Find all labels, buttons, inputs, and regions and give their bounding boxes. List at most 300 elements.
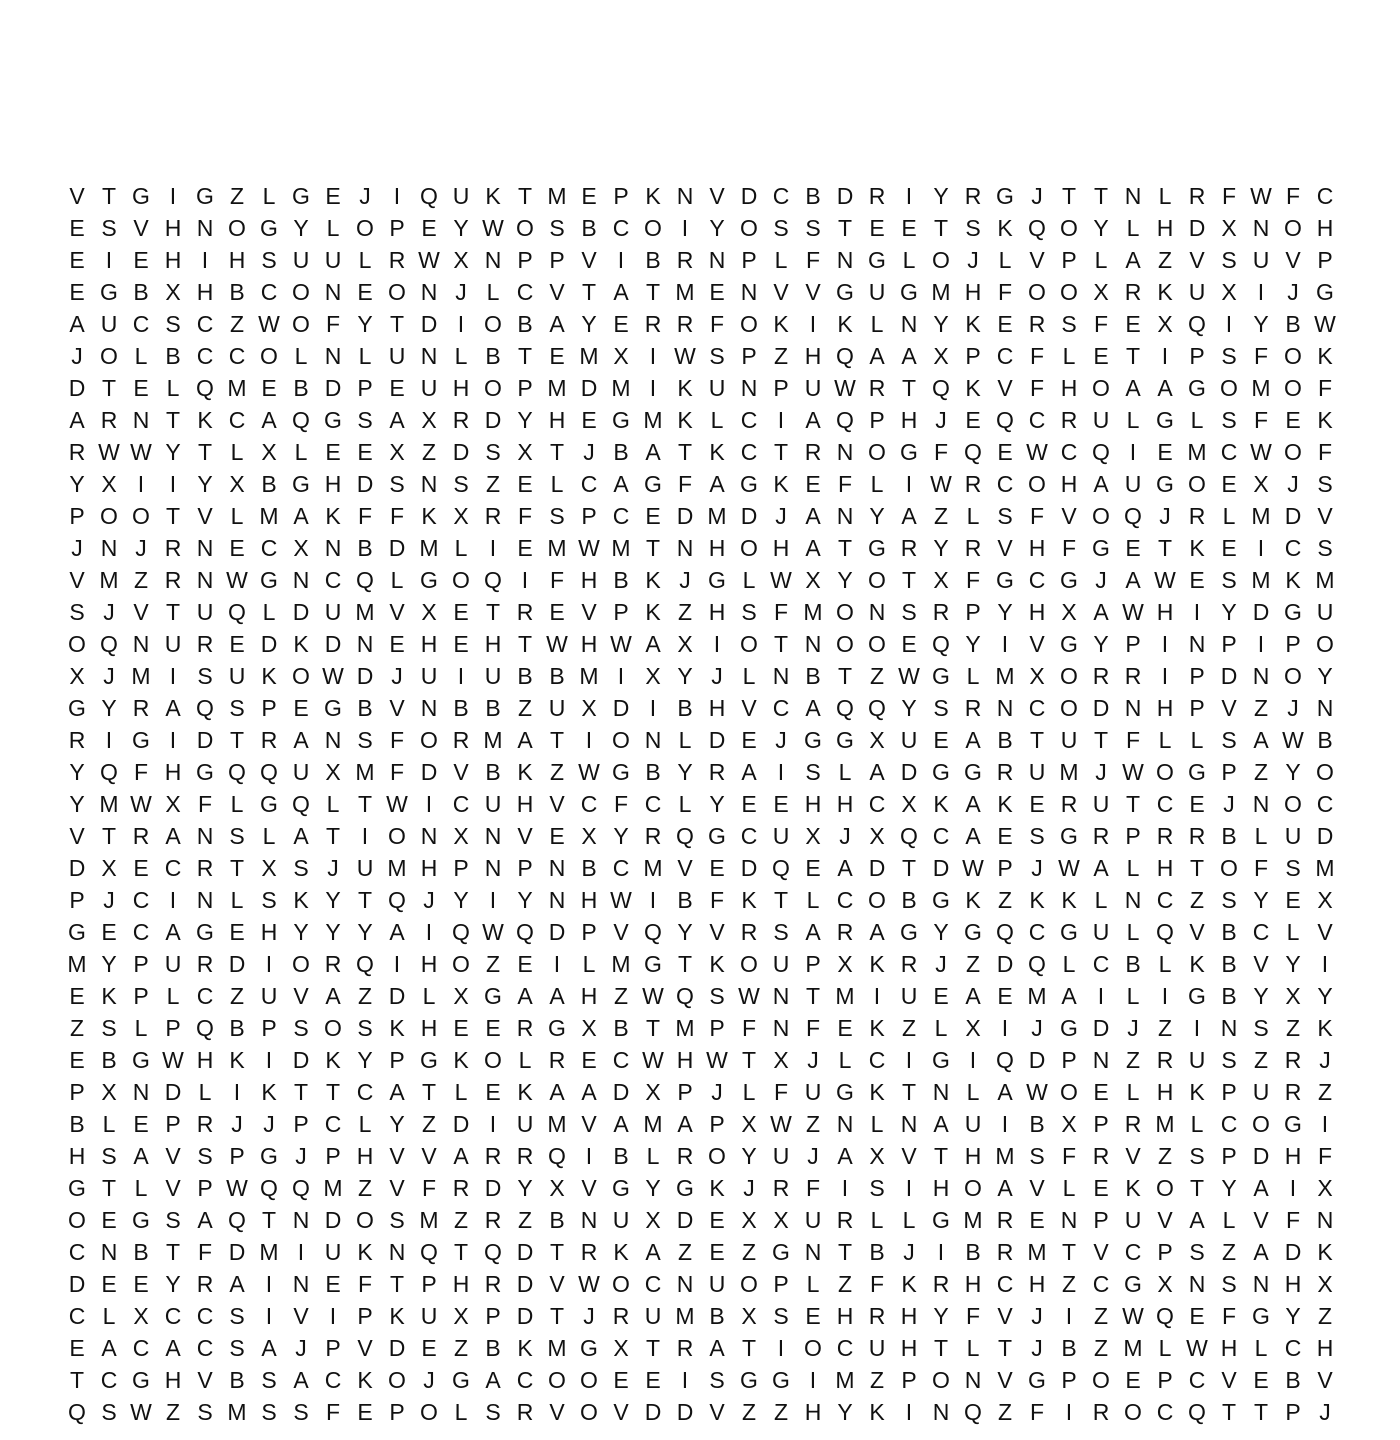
- grid-letter[interactable]: F: [325, 1399, 341, 1425]
- grid-letter[interactable]: T: [1061, 183, 1077, 209]
- grid-letter[interactable]: T: [901, 375, 917, 401]
- grid-letter[interactable]: Q: [100, 759, 118, 785]
- grid-letter[interactable]: L: [902, 247, 916, 273]
- grid-letter[interactable]: Y: [517, 887, 533, 913]
- grid-letter[interactable]: P: [165, 1015, 181, 1041]
- grid-letter[interactable]: P: [709, 1111, 725, 1137]
- grid-letter[interactable]: Y: [453, 887, 469, 913]
- grid-letter[interactable]: Q: [644, 919, 662, 945]
- grid-letter[interactable]: M: [547, 1335, 567, 1361]
- grid-letter[interactable]: A: [165, 823, 181, 849]
- grid-letter[interactable]: X: [101, 1079, 117, 1105]
- grid-letter[interactable]: B: [1221, 919, 1237, 945]
- grid-letter[interactable]: O: [356, 1207, 374, 1233]
- grid-letter[interactable]: A: [805, 535, 821, 561]
- grid-letter[interactable]: L: [870, 471, 884, 497]
- grid-letter[interactable]: I: [1257, 535, 1265, 561]
- grid-letter[interactable]: A: [1253, 1175, 1269, 1201]
- grid-letter[interactable]: Q: [100, 631, 118, 657]
- grid-letter[interactable]: Y: [101, 695, 117, 721]
- grid-letter[interactable]: U: [292, 759, 310, 785]
- grid-letter[interactable]: A: [165, 695, 181, 721]
- grid-letter[interactable]: A: [677, 1111, 693, 1137]
- grid-letter[interactable]: N: [292, 567, 310, 593]
- grid-letter[interactable]: M: [995, 1143, 1015, 1169]
- grid-letter[interactable]: K: [517, 1079, 533, 1105]
- grid-letter[interactable]: M: [547, 1111, 567, 1137]
- grid-letter[interactable]: X: [549, 1175, 565, 1201]
- grid-letter[interactable]: B: [229, 1367, 245, 1393]
- grid-letter[interactable]: X: [261, 439, 277, 465]
- grid-letter[interactable]: Z: [421, 1111, 437, 1137]
- grid-letter[interactable]: S: [1221, 727, 1237, 753]
- grid-letter[interactable]: C: [1316, 791, 1334, 817]
- grid-letter[interactable]: U: [1092, 791, 1110, 817]
- grid-letter[interactable]: L: [454, 343, 468, 369]
- grid-letter[interactable]: T: [1157, 535, 1173, 561]
- grid-letter[interactable]: I: [457, 663, 465, 689]
- grid-letter[interactable]: N: [836, 439, 854, 465]
- grid-letter[interactable]: N: [324, 343, 342, 369]
- grid-letter[interactable]: T: [101, 183, 117, 209]
- grid-letter[interactable]: R: [676, 311, 694, 337]
- grid-letter[interactable]: C: [132, 919, 150, 945]
- grid-letter[interactable]: I: [265, 951, 273, 977]
- grid-letter[interactable]: Q: [228, 759, 246, 785]
- grid-letter[interactable]: K: [1189, 1079, 1205, 1105]
- grid-letter[interactable]: R: [868, 183, 886, 209]
- grid-letter[interactable]: M: [1251, 503, 1271, 529]
- grid-letter[interactable]: H: [772, 535, 790, 561]
- grid-letter[interactable]: S: [261, 1367, 277, 1393]
- grid-letter[interactable]: N: [1316, 695, 1334, 721]
- grid-letter[interactable]: A: [1253, 1239, 1269, 1265]
- grid-letter[interactable]: E: [549, 343, 565, 369]
- grid-letter[interactable]: R: [964, 183, 982, 209]
- grid-letter[interactable]: Y: [645, 1175, 661, 1201]
- grid-letter[interactable]: X: [805, 823, 821, 849]
- grid-letter[interactable]: Z: [869, 663, 885, 689]
- grid-letter[interactable]: U: [324, 247, 342, 273]
- grid-letter[interactable]: X: [1317, 1175, 1333, 1201]
- grid-letter[interactable]: O: [1092, 503, 1110, 529]
- grid-letter[interactable]: R: [196, 1271, 214, 1297]
- grid-letter[interactable]: L: [1062, 951, 1076, 977]
- grid-letter[interactable]: J: [935, 407, 947, 433]
- grid-letter[interactable]: Y: [677, 759, 693, 785]
- grid-letter[interactable]: A: [709, 1335, 725, 1361]
- grid-letter[interactable]: F: [965, 567, 981, 593]
- grid-letter[interactable]: Z: [869, 1367, 885, 1393]
- grid-letter[interactable]: V: [581, 247, 597, 273]
- grid-letter[interactable]: R: [996, 759, 1014, 785]
- grid-letter[interactable]: U: [196, 599, 214, 625]
- grid-letter[interactable]: Q: [292, 1175, 310, 1201]
- grid-letter[interactable]: U: [644, 1303, 662, 1329]
- grid-letter[interactable]: X: [261, 855, 277, 881]
- grid-letter[interactable]: T: [1093, 183, 1109, 209]
- grid-letter[interactable]: S: [965, 215, 981, 241]
- grid-letter[interactable]: E: [581, 183, 597, 209]
- grid-letter[interactable]: S: [805, 759, 821, 785]
- grid-letter[interactable]: D: [516, 1303, 534, 1329]
- grid-letter[interactable]: H: [1060, 375, 1078, 401]
- grid-letter[interactable]: T: [933, 1335, 949, 1361]
- grid-letter[interactable]: I: [329, 1303, 337, 1329]
- grid-letter[interactable]: S: [1221, 1047, 1237, 1073]
- grid-letter[interactable]: L: [326, 791, 340, 817]
- grid-letter[interactable]: G: [900, 919, 918, 945]
- grid-letter[interactable]: M: [547, 535, 567, 561]
- grid-letter[interactable]: B: [1061, 1335, 1077, 1361]
- grid-letter[interactable]: G: [964, 759, 982, 785]
- grid-letter[interactable]: P: [1317, 247, 1333, 273]
- grid-letter[interactable]: E: [453, 599, 469, 625]
- grid-letter[interactable]: D: [1092, 1015, 1110, 1041]
- grid-letter[interactable]: H: [1284, 1143, 1302, 1169]
- grid-letter[interactable]: A: [741, 759, 757, 785]
- grid-letter[interactable]: N: [740, 279, 758, 305]
- grid-letter[interactable]: O: [836, 599, 854, 625]
- grid-letter[interactable]: R: [836, 919, 854, 945]
- grid-letter[interactable]: B: [101, 1047, 117, 1073]
- grid-letter[interactable]: I: [169, 727, 177, 753]
- grid-letter[interactable]: O: [612, 1271, 630, 1297]
- grid-letter[interactable]: G: [1188, 759, 1206, 785]
- grid-letter[interactable]: H: [420, 1015, 438, 1041]
- grid-letter[interactable]: C: [324, 1111, 342, 1137]
- grid-letter[interactable]: F: [837, 471, 853, 497]
- grid-letter[interactable]: D: [580, 375, 598, 401]
- grid-letter[interactable]: O: [708, 1143, 726, 1169]
- grid-letter[interactable]: T: [261, 1207, 277, 1233]
- grid-letter[interactable]: S: [101, 1399, 117, 1425]
- grid-letter[interactable]: T: [901, 855, 917, 881]
- grid-letter[interactable]: L: [838, 759, 852, 785]
- grid-letter[interactable]: B: [69, 1111, 85, 1137]
- grid-letter[interactable]: E: [69, 247, 85, 273]
- grid-letter[interactable]: R: [644, 311, 662, 337]
- grid-letter[interactable]: S: [261, 1399, 277, 1425]
- grid-letter[interactable]: U: [1188, 279, 1206, 305]
- grid-letter[interactable]: D: [484, 407, 502, 433]
- grid-letter[interactable]: Y: [933, 183, 949, 209]
- grid-letter[interactable]: G: [900, 439, 918, 465]
- grid-letter[interactable]: T: [1189, 1175, 1205, 1201]
- grid-letter[interactable]: K: [645, 599, 661, 625]
- grid-letter[interactable]: H: [452, 1271, 470, 1297]
- grid-letter[interactable]: P: [613, 599, 629, 625]
- grid-letter[interactable]: O: [964, 1175, 982, 1201]
- grid-letter[interactable]: Z: [1093, 1335, 1109, 1361]
- grid-letter[interactable]: Q: [260, 1175, 278, 1201]
- grid-letter[interactable]: I: [265, 1271, 273, 1297]
- grid-letter[interactable]: F: [677, 471, 693, 497]
- grid-letter[interactable]: V: [1285, 247, 1301, 273]
- grid-letter[interactable]: K: [869, 1015, 885, 1041]
- grid-letter[interactable]: D: [516, 1271, 534, 1297]
- grid-letter[interactable]: G: [324, 407, 342, 433]
- grid-letter[interactable]: S: [69, 599, 85, 625]
- grid-letter[interactable]: J: [1287, 695, 1299, 721]
- grid-letter[interactable]: F: [549, 567, 565, 593]
- grid-letter[interactable]: T: [549, 727, 565, 753]
- grid-letter[interactable]: V: [549, 1399, 565, 1425]
- grid-letter[interactable]: S: [1285, 855, 1301, 881]
- grid-letter[interactable]: J: [1319, 1399, 1331, 1425]
- grid-letter[interactable]: L: [486, 279, 500, 305]
- grid-letter[interactable]: O: [1060, 279, 1078, 305]
- grid-letter[interactable]: C: [1220, 1111, 1238, 1137]
- grid-letter[interactable]: U: [1092, 407, 1110, 433]
- grid-letter[interactable]: X: [933, 567, 949, 593]
- grid-letter[interactable]: U: [1124, 1207, 1142, 1233]
- grid-letter[interactable]: I: [617, 663, 625, 689]
- grid-letter[interactable]: I: [137, 471, 145, 497]
- grid-letter[interactable]: K: [1285, 567, 1301, 593]
- grid-letter[interactable]: K: [1317, 407, 1333, 433]
- grid-letter[interactable]: K: [389, 1303, 405, 1329]
- grid-letter[interactable]: L: [1062, 1175, 1076, 1201]
- grid-letter[interactable]: N: [1220, 1015, 1238, 1041]
- grid-letter[interactable]: I: [169, 663, 177, 689]
- grid-letter[interactable]: O: [484, 1047, 502, 1073]
- grid-letter[interactable]: G: [1252, 1303, 1270, 1329]
- grid-letter[interactable]: O: [516, 215, 534, 241]
- grid-letter[interactable]: Q: [1028, 215, 1046, 241]
- grid-letter[interactable]: O: [292, 951, 310, 977]
- grid-letter[interactable]: R: [644, 823, 662, 849]
- grid-letter[interactable]: G: [836, 727, 854, 753]
- grid-letter[interactable]: A: [645, 631, 661, 657]
- grid-letter[interactable]: W: [770, 1111, 792, 1137]
- grid-letter[interactable]: C: [996, 343, 1014, 369]
- grid-letter[interactable]: W: [1282, 727, 1304, 753]
- grid-letter[interactable]: Z: [1093, 1303, 1109, 1329]
- grid-letter[interactable]: P: [1093, 1111, 1109, 1137]
- grid-letter[interactable]: X: [1285, 983, 1301, 1009]
- grid-letter[interactable]: G: [1060, 919, 1078, 945]
- grid-letter[interactable]: K: [869, 1399, 885, 1425]
- grid-letter[interactable]: D: [548, 919, 566, 945]
- grid-letter[interactable]: L: [1094, 247, 1108, 273]
- grid-letter[interactable]: H: [1316, 1335, 1334, 1361]
- grid-letter[interactable]: E: [517, 471, 533, 497]
- grid-letter[interactable]: C: [132, 887, 150, 913]
- grid-letter[interactable]: K: [517, 1335, 533, 1361]
- grid-letter[interactable]: I: [969, 1047, 977, 1073]
- grid-letter[interactable]: N: [132, 1079, 150, 1105]
- grid-letter[interactable]: J: [743, 1175, 755, 1201]
- grid-letter[interactable]: P: [965, 343, 981, 369]
- grid-letter[interactable]: L: [1254, 1335, 1268, 1361]
- grid-letter[interactable]: S: [229, 695, 245, 721]
- grid-letter[interactable]: L: [1222, 1207, 1236, 1233]
- grid-letter[interactable]: C: [68, 1303, 86, 1329]
- grid-letter[interactable]: Y: [165, 439, 181, 465]
- grid-letter[interactable]: P: [901, 1367, 917, 1393]
- grid-letter[interactable]: M: [675, 279, 695, 305]
- grid-letter[interactable]: K: [869, 1079, 885, 1105]
- grid-letter[interactable]: C: [1028, 919, 1046, 945]
- grid-letter[interactable]: V: [517, 823, 533, 849]
- grid-letter[interactable]: Q: [196, 695, 214, 721]
- grid-letter[interactable]: V: [1221, 695, 1237, 721]
- grid-letter[interactable]: T: [773, 439, 789, 465]
- grid-letter[interactable]: P: [1285, 631, 1301, 657]
- grid-letter[interactable]: N: [1252, 1271, 1270, 1297]
- grid-letter[interactable]: B: [1317, 727, 1333, 753]
- grid-letter[interactable]: Z: [1317, 1303, 1333, 1329]
- grid-letter[interactable]: V: [1157, 1207, 1173, 1233]
- grid-letter[interactable]: Q: [1124, 503, 1142, 529]
- grid-letter[interactable]: K: [357, 1367, 373, 1393]
- grid-letter[interactable]: I: [361, 823, 369, 849]
- grid-letter[interactable]: A: [965, 823, 981, 849]
- grid-letter[interactable]: P: [869, 407, 885, 433]
- grid-letter[interactable]: C: [228, 407, 246, 433]
- grid-letter[interactable]: O: [452, 567, 470, 593]
- grid-letter[interactable]: G: [612, 1175, 630, 1201]
- grid-letter[interactable]: D: [740, 855, 758, 881]
- grid-letter[interactable]: X: [965, 1015, 981, 1041]
- grid-letter[interactable]: G: [484, 983, 502, 1009]
- grid-letter[interactable]: C: [324, 567, 342, 593]
- grid-letter[interactable]: X: [325, 759, 341, 785]
- grid-letter[interactable]: T: [165, 599, 181, 625]
- grid-letter[interactable]: X: [805, 567, 821, 593]
- grid-letter[interactable]: C: [644, 791, 662, 817]
- grid-letter[interactable]: H: [1060, 471, 1078, 497]
- grid-letter[interactable]: M: [835, 983, 855, 1009]
- grid-letter[interactable]: V: [1253, 951, 1269, 977]
- grid-letter[interactable]: A: [965, 983, 981, 1009]
- grid-letter[interactable]: F: [357, 503, 373, 529]
- grid-letter[interactable]: L: [390, 567, 404, 593]
- grid-letter[interactable]: Z: [1285, 1015, 1301, 1041]
- grid-letter[interactable]: B: [677, 695, 693, 721]
- grid-letter[interactable]: M: [1251, 567, 1271, 593]
- grid-letter[interactable]: G: [580, 1335, 598, 1361]
- grid-letter[interactable]: E: [69, 1047, 85, 1073]
- grid-letter[interactable]: Q: [1188, 311, 1206, 337]
- grid-letter[interactable]: D: [740, 183, 758, 209]
- grid-letter[interactable]: O: [1124, 1399, 1142, 1425]
- grid-letter[interactable]: X: [453, 247, 469, 273]
- grid-letter[interactable]: S: [549, 503, 565, 529]
- grid-letter[interactable]: C: [1092, 1271, 1110, 1297]
- grid-letter[interactable]: J: [103, 663, 115, 689]
- grid-letter[interactable]: G: [932, 887, 950, 913]
- grid-letter[interactable]: Y: [325, 887, 341, 913]
- grid-letter[interactable]: D: [1316, 823, 1334, 849]
- grid-letter[interactable]: N: [932, 1079, 950, 1105]
- grid-letter[interactable]: O: [260, 343, 278, 369]
- grid-letter[interactable]: O: [68, 1207, 86, 1233]
- grid-letter[interactable]: T: [229, 855, 245, 881]
- grid-letter[interactable]: Q: [836, 343, 854, 369]
- grid-letter[interactable]: A: [389, 1079, 405, 1105]
- grid-letter[interactable]: U: [804, 1079, 822, 1105]
- grid-letter[interactable]: S: [997, 503, 1013, 529]
- grid-letter[interactable]: M: [355, 599, 375, 625]
- grid-letter[interactable]: E: [1189, 791, 1205, 817]
- grid-letter[interactable]: Q: [196, 1015, 214, 1041]
- grid-letter[interactable]: O: [548, 1367, 566, 1393]
- grid-letter[interactable]: L: [102, 1111, 116, 1137]
- grid-letter[interactable]: S: [453, 471, 469, 497]
- grid-letter[interactable]: X: [1029, 663, 1045, 689]
- grid-letter[interactable]: V: [453, 759, 469, 785]
- grid-letter[interactable]: T: [293, 1079, 309, 1105]
- grid-letter[interactable]: Y: [357, 311, 373, 337]
- grid-letter[interactable]: O: [324, 1015, 342, 1041]
- grid-letter[interactable]: S: [229, 1335, 245, 1361]
- grid-letter[interactable]: G: [1156, 471, 1174, 497]
- grid-letter[interactable]: V: [997, 1303, 1013, 1329]
- grid-letter[interactable]: Q: [452, 919, 470, 945]
- grid-letter[interactable]: V: [773, 279, 789, 305]
- grid-letter[interactable]: S: [293, 1015, 309, 1041]
- grid-letter[interactable]: U: [1028, 759, 1046, 785]
- grid-letter[interactable]: I: [809, 1367, 817, 1393]
- grid-letter[interactable]: C: [164, 855, 182, 881]
- grid-letter[interactable]: V: [581, 599, 597, 625]
- grid-letter[interactable]: M: [547, 183, 567, 209]
- grid-letter[interactable]: M: [995, 663, 1015, 689]
- grid-letter[interactable]: M: [227, 375, 247, 401]
- grid-letter[interactable]: X: [869, 823, 885, 849]
- grid-letter[interactable]: Z: [453, 1335, 469, 1361]
- grid-letter[interactable]: H: [420, 631, 438, 657]
- grid-letter[interactable]: Y: [869, 503, 885, 529]
- grid-letter[interactable]: S: [197, 1143, 213, 1169]
- grid-letter[interactable]: E: [1285, 887, 1301, 913]
- grid-letter[interactable]: S: [933, 695, 949, 721]
- grid-letter[interactable]: N: [900, 311, 918, 337]
- grid-letter[interactable]: A: [805, 919, 821, 945]
- grid-letter[interactable]: Z: [997, 887, 1013, 913]
- grid-letter[interactable]: K: [773, 471, 789, 497]
- grid-letter[interactable]: F: [1253, 407, 1269, 433]
- grid-letter[interactable]: K: [1317, 343, 1333, 369]
- grid-letter[interactable]: H: [452, 375, 470, 401]
- grid-letter[interactable]: E: [1125, 535, 1141, 561]
- grid-letter[interactable]: H: [324, 471, 342, 497]
- grid-letter[interactable]: V: [357, 1335, 373, 1361]
- grid-letter[interactable]: V: [709, 919, 725, 945]
- grid-letter[interactable]: K: [741, 887, 757, 913]
- grid-letter[interactable]: B: [645, 759, 661, 785]
- grid-letter[interactable]: L: [1190, 1111, 1204, 1137]
- grid-letter[interactable]: J: [423, 1367, 435, 1393]
- grid-letter[interactable]: L: [774, 247, 788, 273]
- grid-letter[interactable]: J: [1031, 855, 1043, 881]
- grid-letter[interactable]: W: [418, 247, 440, 273]
- grid-letter[interactable]: M: [963, 1207, 983, 1233]
- grid-letter[interactable]: A: [1125, 247, 1141, 273]
- grid-letter[interactable]: R: [1060, 407, 1078, 433]
- grid-letter[interactable]: O: [932, 1367, 950, 1393]
- grid-letter[interactable]: W: [1026, 439, 1048, 465]
- grid-letter[interactable]: B: [613, 439, 629, 465]
- grid-letter[interactable]: Y: [677, 663, 693, 689]
- grid-letter[interactable]: U: [1284, 823, 1302, 849]
- grid-letter[interactable]: A: [581, 1079, 597, 1105]
- grid-letter[interactable]: W: [546, 631, 568, 657]
- grid-letter[interactable]: I: [713, 631, 721, 657]
- grid-letter[interactable]: E: [933, 983, 949, 1009]
